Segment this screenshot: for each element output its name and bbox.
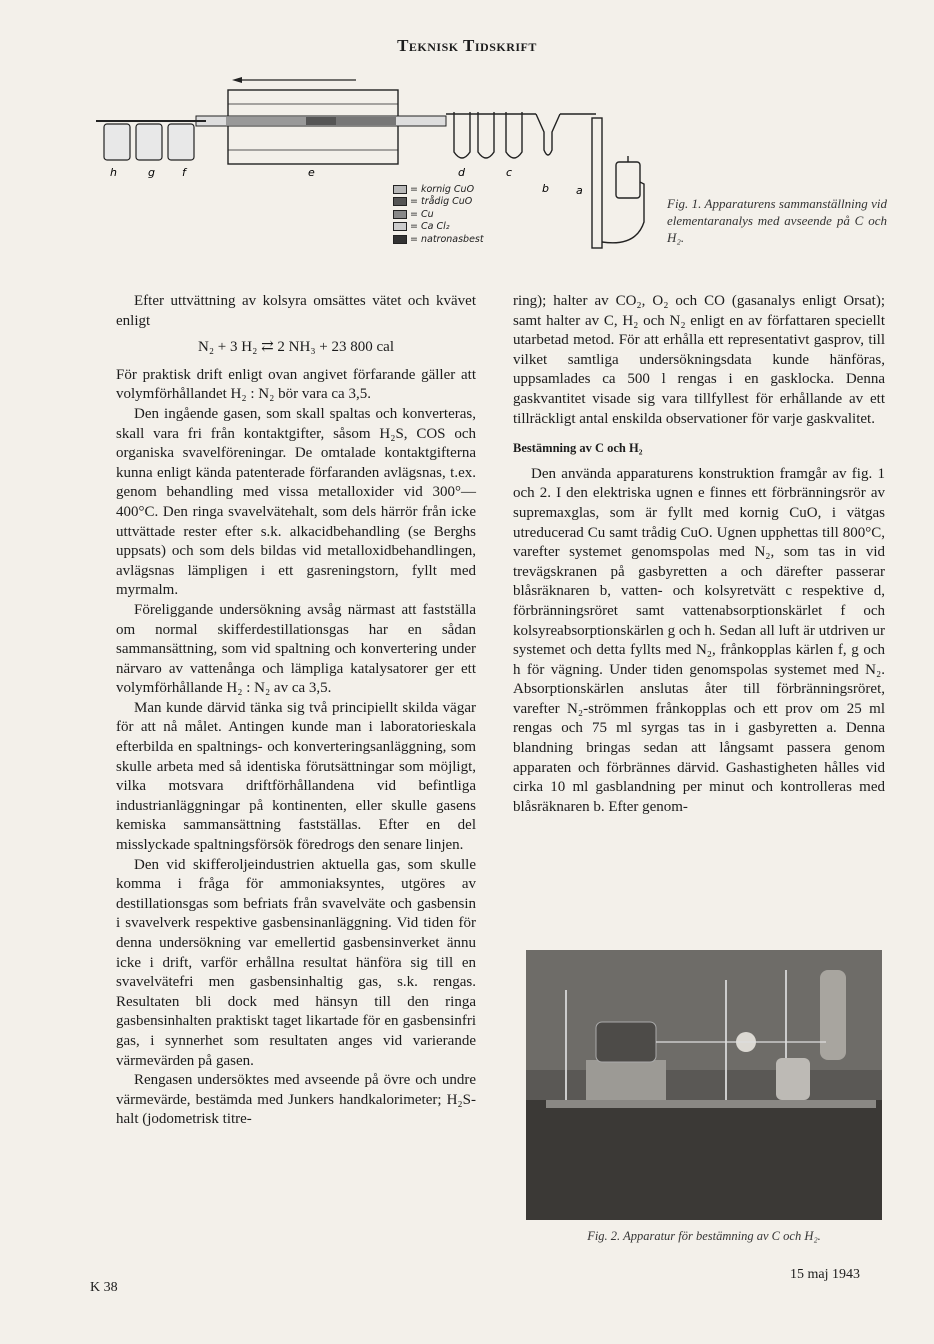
legend-label: = kornig CuO <box>410 183 475 195</box>
swatch-icon <box>393 210 407 219</box>
paragraph: För praktisk drift enligt ovan angivet förfarande gäller att volymförhållandet H₂ : N₂ bör vara ca 3,5. <box>116 366 476 403</box>
paragraph: Den ingående gasen, som skall spaltas och konverteras, skall vara fri från kontaktgifter, såsom H₂S, COS och organiska svavelföreningar. De omtalade kontaktgifterna kunna enligt kända patenterade förfaranden avlägsnas, t.ex. genom behandling med vissa metalloxider vid 300°—400°C. Den ringa svavelvätehalt, som dels härrör från icke uttvättade rester efter s.k. alkacidbehandling (se Berghs uppsats) och som dels bildas vid metalloxidbehandlingen, avlägsnas lämpligen i ett gasreningstorn, fyllt med myrmalm. <box>116 405 476 599</box>
swatch-icon <box>393 197 407 206</box>
legend-label: = Cu <box>410 208 434 220</box>
legend-label: = Ca Cl₂ <box>410 221 450 233</box>
figure-1-caption: Fig. 1. Apparaturens sammanställning vid elementaranalys med avseende på C och H₂. <box>667 196 887 245</box>
paragraph: Rengasen undersöktes med avseende på övre och undre värmevärde, bestämda med Junkers handkalorimeter; H₂S-halt (jodometrisk titre- <box>116 1072 476 1128</box>
label-d: d <box>458 166 465 179</box>
paragraph: Efter uttvättning av kolsyra omsättes vätet och kvävet enligt <box>116 293 476 329</box>
legend-item <box>393 221 523 234</box>
label-b: b <box>542 182 549 195</box>
legend-item <box>393 208 523 221</box>
right-column <box>513 292 885 817</box>
journal-title: Teknisk Tidskrift <box>397 36 537 55</box>
paragraph: Den vid skifferoljeindustrien aktuella gas, som skulle komma i fråga för ammoniaksyntes, utgöres av destillationsgas som befriats från svavelväte och gasbensin i svavelverk respektive gasbensinanläggning. Vid tiden för denna undersökning var emellertid gasbensinverket ännu icke i drift, varför erhållna resultat hänföra sig till en svavelvätefri men gasbensinhaltig gas, s.k. rengas. Resultaten bli dock med hänsyn till den ringa gasbensinhalten praktiskt taget likartade för en gasbensinfri gas, i synnerhet som resultaten anges vid varierande värmevärden på gasen. <box>116 856 476 1069</box>
swatch-icon <box>393 222 407 231</box>
paragraph: Den använda apparaturens konstruktion framgår av fig. 1 och 2. I den elektriska ugnen e finnes ett förbränningsrör av supremaxglas, som är fyllt med kornig CuO, i vätgas utreducerad Cu samt trådig CuO. Ugnen upphettas till 800°C, varefter systemet genomspolas med N₂, som tas in vid trevägskranen på gasbyretten a och därefter passerar blåsräknaren b, vatten- och kolsyretvätt c respektive d, förbränningsröret samt vattenabsorptionskärlet f och kolsyreabsorptionskärlen g och h. Sedan all luft är utdriven ur systemet och detta fyllts med N₂, frånkopplas kärlen f, g och h för vägning. Under tiden genomspolas systemet med N₂. Absorptionskärlen anslutas åter till förbränningsröret, varefter N₂-strömmen frånkopplas och ett prov om 25 ml rengas och 75 ml syrgas tas in i gasbyretten a. Denna blandning bringas sedan att långsamt passera genom apparaten och förbrännes därvid. Gashastigheten hålles vid cirka 10 ml gasblandning per minut och kontrolleras med blåsräknaren b. Efter genom- <box>513 465 885 815</box>
legend-label: = trådig CuO <box>410 196 473 208</box>
figure-1-apparatus-diagram <box>96 72 656 272</box>
label-c: c <box>506 166 513 179</box>
label-g: g <box>148 166 155 179</box>
legend-item <box>393 183 523 196</box>
label-f: f <box>182 166 186 179</box>
figure-1-legend <box>393 183 523 246</box>
legend-label: = natronasbest <box>410 233 484 245</box>
paragraph: Föreliggande undersökning avsåg närmast att fastställa om normal skifferdestillationsgas har en sådan sammansättning, som vid spaltning och konvertering under närvaro av vattenånga och lämpliga katalysatorer ger ett volymförhållande H₂ : N₂ av ca 3,5. <box>116 601 476 697</box>
left-column <box>116 292 476 1130</box>
label-e: e <box>308 166 315 179</box>
figure-2-caption: Fig. 2. Apparatur för bestämning av C och H₂. <box>587 1229 821 1243</box>
paragraph: ring); halter av CO₂, O₂ och CO (gasanalys enligt Orsat); samt halter av C, H₂ och N₂ enligt en av författaren speciellt utarbetad metod. För att erhålla ett representativt gasprov, till vilket samtliga undersökningsdata kunde hänföras, uppsamlades ca 500 l rengas i en gasklocka. Denna gaskvantitet visade sig vara tillfyllest för erhållande av ett tillräckligt antal enskilda observationer för varje gaskvalitet. <box>513 293 885 427</box>
paragraph: Man kunde därvid tänka sig två principiellt skilda vägar för att nå målet. Antingen kunde man i laboratorieskala efterbilda en spaltnings- och konverteringsanläggning, som skulle arbeta med så identiska förutsättningar som möjligt, vilka motsvara driftförhållandena vid befintliga industrianläggningar på kontinenten, eller skulle gasens kemiska sammansättning fastställas. Efter en del misslyckade spaltningsförsök föredrogs den senare linjen. <box>116 699 476 854</box>
page-number: K 38 <box>90 1280 118 1295</box>
swatch-icon <box>393 185 407 194</box>
label-a: a <box>576 184 583 197</box>
legend-item <box>393 196 523 209</box>
legend-item <box>393 233 523 246</box>
figure-2-photo <box>526 950 882 1220</box>
reaction-formula: N₂ + 3 H₂ ⇄ 2 NH₃ + 23 800 cal <box>198 339 394 356</box>
label-h: h <box>110 166 117 179</box>
issue-date: 15 maj 1943 <box>790 1267 860 1282</box>
swatch-icon <box>393 235 407 244</box>
section-heading: Bestämning av C och H₂ <box>513 441 643 456</box>
